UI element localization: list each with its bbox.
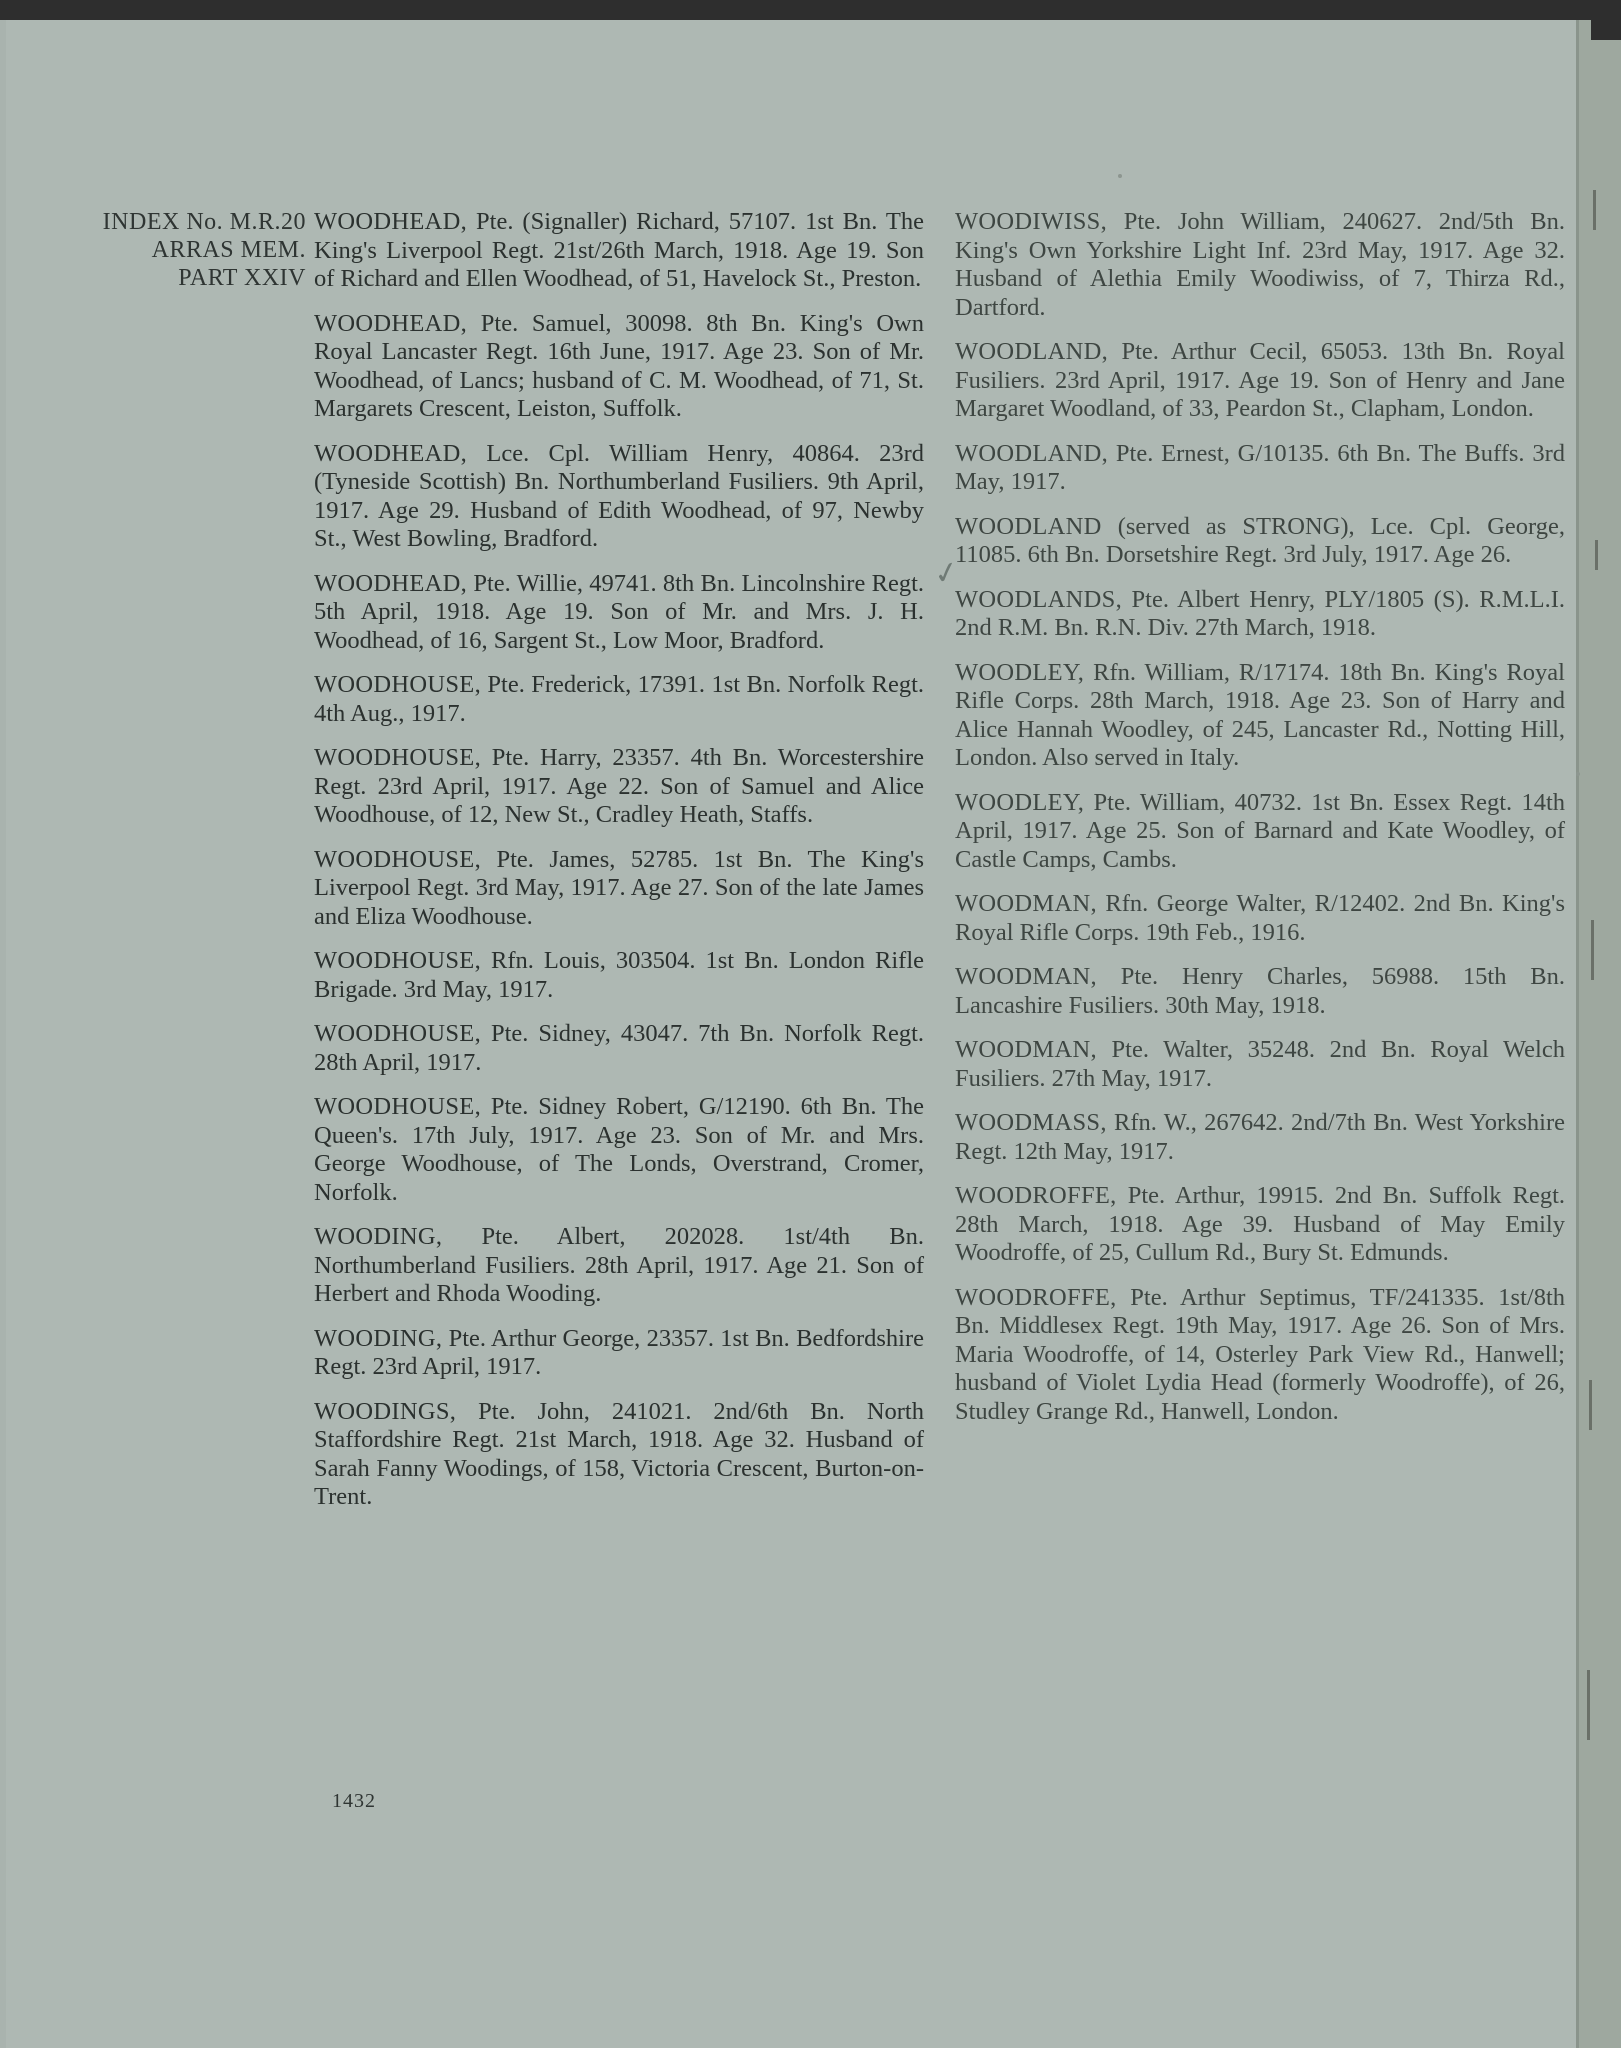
casualty-surname: WOODINGS,: [314, 1397, 457, 1425]
casualty-details: Pte. Arthur Cecil, 65053. 13th Bn. Royal Fusiliers. 23rd April, 1917. Age 19. Son of Henry and Jane Margaret Woodland, of 33, Peardon St., Clapham, London.: [955, 338, 1565, 422]
casualty-entry: [955, 513, 1565, 570]
casualty-surname: WOODHOUSE,: [314, 1020, 481, 1047]
casualty-details: Pte. Sidney, 43047. 7th Bn. Norfolk Regt. 28th April, 1917.: [314, 1020, 925, 1076]
casualty-details: Pte. Albert Henry, PLY/1805 (S). R.M.L.I. 2nd R.M. Bn. R.N. Div. 27th March, 1918.: [955, 585, 1566, 641]
casualty-surname: WOODLAND,: [955, 338, 1109, 365]
casualty-entry: [314, 1325, 924, 1382]
book-spine: [1576, 20, 1621, 2048]
casualty-entry: [955, 338, 1565, 424]
casualty-entry: [314, 744, 924, 830]
page-number: 1432: [332, 1790, 376, 1812]
casualty-surname: WOODROFFE,: [955, 1283, 1117, 1311]
casualty-entry: [955, 1284, 1565, 1427]
casualty-details: Pte. John, 241021. 2nd/6th Bn. North Staffordshire Regt. 21st March, 1918. Age 32. Husband of Sarah Fanny Woodings, of 158, Victoria Crescent, Burton-on-Trent.: [314, 1397, 924, 1510]
casualty-entry: [955, 1182, 1565, 1268]
casualty-entry: [955, 586, 1565, 643]
casualty-details: Rfn. W., 267642. 2nd/7th Bn. West Yorkshire Regt. 12th May, 1917.: [955, 1109, 1566, 1165]
spine-mark: [1593, 190, 1596, 230]
index-number: INDEX No. M.R.20: [102, 209, 306, 235]
casualty-surname: WOODHOUSE,: [314, 947, 481, 974]
casualty-details: Pte. Walter, 35248. 2nd Bn. Royal Welch Fusiliers. 27th May, 1917.: [955, 1036, 1565, 1092]
casualty-details: Pte. Willie, 49741. 8th Bn. Lincolnshire Regt. 5th April, 1918. Age 19. Son of Mr. and Mrs. J. H. Woodhead, of 16, Sargent St., Low Moor, Bradford.: [314, 569, 925, 654]
casualty-surname: WOODHOUSE,: [314, 845, 481, 873]
casualty-surname: WOODLEY,: [955, 658, 1085, 686]
casualty-entry: [314, 1223, 924, 1309]
casualty-surname: WOODHEAD,: [314, 439, 468, 467]
spine-mark: [1595, 540, 1598, 570]
casualty-surname: WOODMAN,: [955, 1036, 1097, 1063]
casualty-details: Rfn. George Walter, R/12402. 2nd Bn. King's Royal Rifle Corps. 19th Feb., 1916.: [955, 890, 1566, 946]
spine-mark: [1591, 920, 1594, 980]
casualty-surname: WOODLEY,: [955, 788, 1085, 816]
casualty-details: Pte. Arthur George, 23357. 1st Bn. Bedfordshire Regt. 23rd April, 1917.: [314, 1324, 924, 1380]
top-edge: [0, 0, 1621, 20]
casualty-details: Pte. Harry, 23357. 4th Bn. Worcestershire Regt. 23rd April, 1917. Age 22. Son of Samuel and Alice Woodhouse, of 12, New St., Cradley Heath, Staffs.: [314, 744, 925, 828]
left-column: [314, 208, 924, 1528]
casualty-entry: [314, 208, 924, 294]
spine-mark: [1587, 1670, 1590, 1740]
casualty-surname: WOODMAN,: [955, 963, 1097, 990]
casualty-entry: [314, 570, 924, 656]
part-number: PART XXIV: [178, 265, 306, 291]
casualty-entry: [955, 963, 1565, 1020]
casualty-surname: WOODMASS,: [955, 1109, 1107, 1136]
casualty-details: Pte. (Signaller) Richard, 57107. 1st Bn. The King's Liverpool Regt. 21st/26th March, 1918. Age 19. Son of Richard and Ellen Woodhead, of 51, Havelock St., Preston.: [314, 208, 925, 292]
spine-mark: [1589, 1380, 1592, 1430]
casualty-details: Rfn. Louis, 303504. 1st Bn. London Rifle Brigade. 3rd May, 1917.: [314, 947, 924, 1003]
casualty-details: Pte. Samuel, 30098. 8th Bn. King's Own Royal Lancaster Regt. 16th June, 1917. Age 23. Son of Mr. Woodhead, of Lancs; husband of C. M. Woodhead, of 71, St. Margarets Crescent, Leiston, Suffolk.: [314, 309, 925, 422]
right-column: [955, 208, 1565, 1442]
casualty-entry: [955, 890, 1565, 947]
casualty-surname: WOODHOUSE,: [314, 1093, 481, 1120]
casualty-details: Pte. Ernest, G/10135. 6th Bn. The Buffs. 3rd May, 1917.: [955, 439, 1565, 495]
casualty-entry: [314, 1093, 924, 1207]
casualty-entry: [955, 1109, 1565, 1166]
casualty-entry: [955, 440, 1565, 497]
casualty-surname: WOODHOUSE,: [314, 671, 481, 698]
casualty-details: Pte. Albert, 202028. 1st/4th Bn. Northumberland Fusiliers. 28th April, 1917. Age 21. Son of Herbert and Rhoda Wooding.: [314, 1223, 925, 1307]
casualty-details: Lce. Cpl. William Henry, 40864. 23rd (Tyneside Scottish) Bn. Northumberland Fusiliers. 9th April, 1917. Age 29. Husband of Edith Woodhead, of 97, Newby St., West Bowling, Bradford.: [314, 439, 925, 552]
casualty-surname: WOODLAND: [955, 512, 1102, 540]
casualty-entry: [314, 310, 924, 424]
casualty-surname: WOODHEAD,: [314, 309, 468, 337]
casualty-surname: WOODING,: [314, 1223, 443, 1250]
casualty-entry: [314, 846, 924, 932]
memorial-name: ARRAS MEM.: [151, 237, 306, 263]
casualty-surname: WOODMAN,: [955, 890, 1097, 917]
casualty-surname: WOODHEAD,: [314, 569, 468, 597]
casualty-surname: WOODHEAD,: [314, 208, 468, 235]
casualty-details: Pte. Arthur, 19915. 2nd Bn. Suffolk Regt. 28th March, 1918. Age 39. Husband of May Emily Woodroffe, of 25, Cullum Rd., Bury St. Edmunds.: [955, 1182, 1566, 1266]
casualty-details: Pte. Henry Charles, 56988. 15th Bn. Lancashire Fusiliers. 30th May, 1918.: [955, 963, 1566, 1019]
casualty-details: Pte. Frederick, 17391. 1st Bn. Norfolk Regt. 4th Aug., 1917.: [314, 671, 925, 727]
casualty-details: Pte. John William, 240627. 2nd/5th Bn. King's Own Yorkshire Light Inf. 23rd May, 1917. Age 32. Husband of Alethia Emily Woodiwiss, of 7, Thirza Rd., Dartford.: [955, 208, 1566, 321]
casualty-details: Rfn. William, R/17174. 18th Bn. King's Royal Rifle Corps. 28th March, 1918. Age 23. Son of Harry and Alice Hannah Woodley, of 245, Lancaster Rd., Notting Hill, London. Also served in Italy.: [955, 658, 1565, 771]
casualty-entry: [314, 671, 924, 728]
casualty-details: Pte. William, 40732. 1st Bn. Essex Regt. 14th April, 1917. Age 25. Son of Barnard and Kate Woodley, of Castle Camps, Cambs.: [955, 788, 1565, 873]
casualty-surname: WOODROFFE,: [955, 1182, 1117, 1209]
casualty-details: Pte. Sidney Robert, G/12190. 6th Bn. The Queen's. 17th July, 1917. Age 23. Son of Mr. and Mrs. George Woodhouse, of The Londs, Overstrand, Cromer, Norfolk.: [314, 1093, 925, 1206]
casualty-entry: [955, 659, 1565, 773]
casualty-details: (served as STRONG), Lce. Cpl. George, 11085. 6th Bn. Dorsetshire Regt. 3rd July, 1917. Age 26.: [955, 512, 1566, 568]
casualty-entry: [314, 1398, 924, 1512]
index-reference: [38, 208, 306, 292]
paper-speck: [1576, 772, 1580, 776]
corner-shadow: [1591, 0, 1621, 40]
casualty-details: Pte. Arthur Septimus, TF/241335. 1st/8th Bn. Middlesex Regt. 19th May, 1917. Age 26. Son of Mrs. Maria Woodroffe, of 14, Osterley Park View Rd., Hanwell; husband of Violet Lydia Head (formerly Woodroffe), of 26, Studley Grange Rd., Hanwell, London.: [955, 1283, 1566, 1425]
casualty-entry: [314, 947, 924, 1004]
casualty-details: Pte. James, 52785. 1st Bn. The King's Liverpool Regt. 3rd May, 1917. Age 27. Son of the late James and Eliza Woodhouse.: [314, 845, 924, 930]
casualty-surname: WOODLANDS,: [955, 585, 1122, 613]
casualty-surname: WOODIWISS,: [955, 208, 1108, 235]
pencil-tick-mark: ✓: [930, 553, 963, 594]
casualty-entry: [314, 1020, 924, 1077]
casualty-entry: [955, 789, 1565, 875]
casualty-surname: WOODLAND,: [955, 439, 1109, 467]
casualty-surname: WOODING,: [314, 1324, 443, 1352]
casualty-entry: [955, 1036, 1565, 1093]
casualty-surname: WOODHOUSE,: [314, 744, 481, 771]
casualty-entry: [955, 208, 1565, 322]
paper-speck: [1118, 174, 1122, 178]
casualty-entry: [314, 440, 924, 554]
